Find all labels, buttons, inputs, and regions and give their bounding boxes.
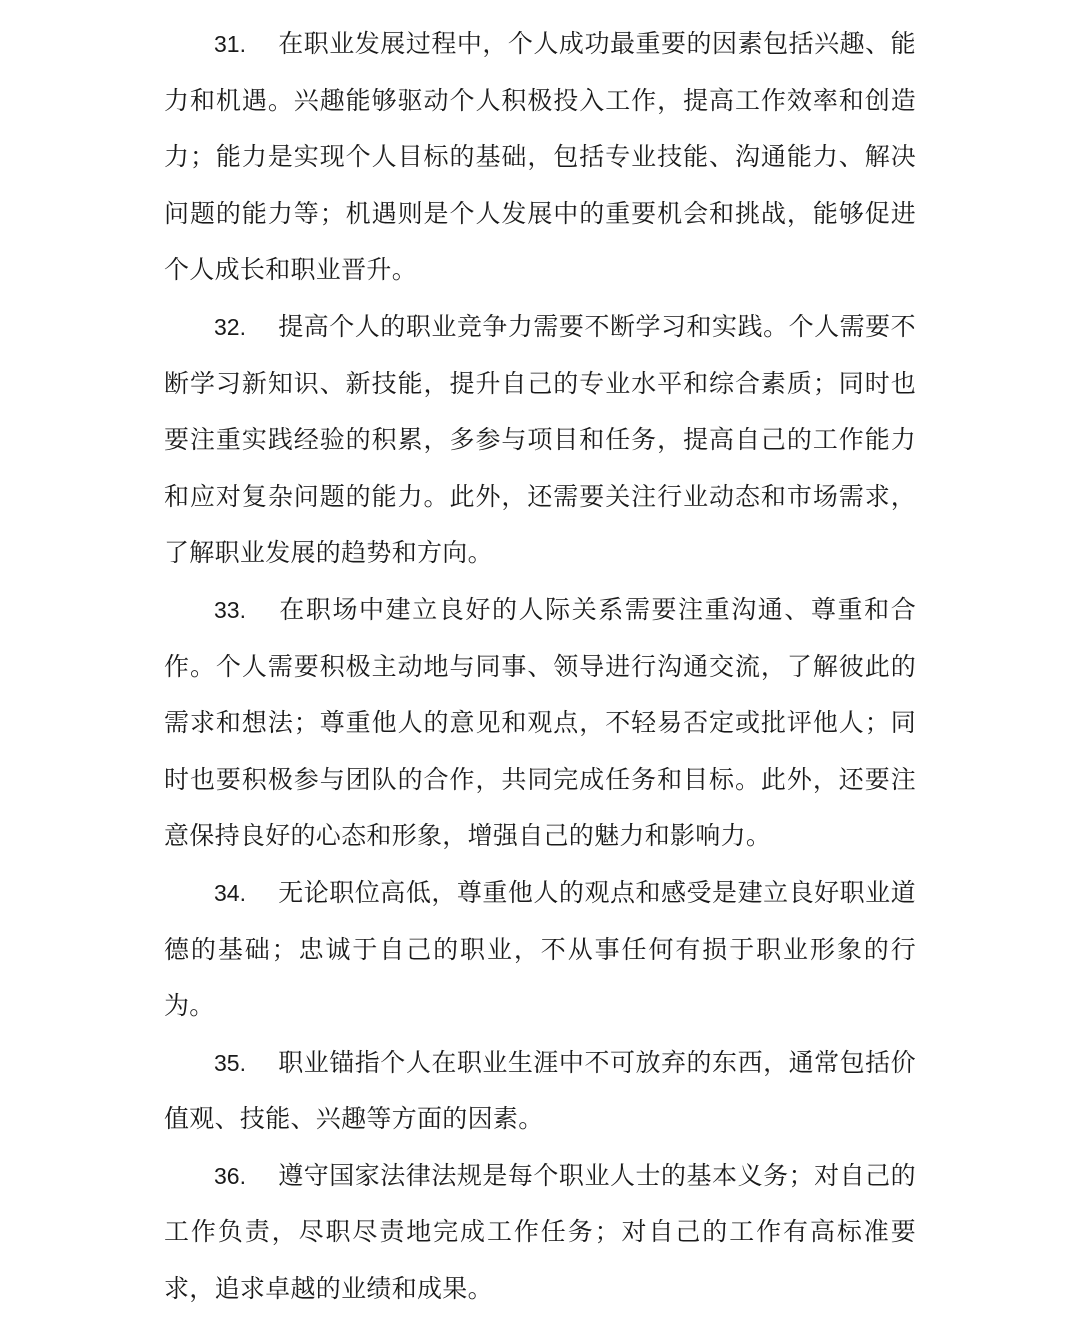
- item-text: 职业锚指个人在职业生涯中不可放弃的东西，通常包括价值观、技能、兴趣等方面的因素。: [164, 1047, 916, 1134]
- paragraph-33: [164, 582, 916, 865]
- item-text: 无论职位高低，尊重他人的观点和感受是建立良好职业道德的基础；忠诚于自己的职业，不从事任何有损于职业形象的行为。: [164, 877, 916, 1021]
- document-body: [164, 16, 916, 1318]
- paragraph-35: [164, 1035, 916, 1148]
- paragraph-32: [164, 299, 916, 582]
- item-text: 遵守国家法律法规是每个职业人士的基本义务；对自己的工作负责，尽职尽责地完成工作任务；对自己的工作有高标准要求，追求卓越的业绩和成果。: [164, 1160, 916, 1304]
- item-number: 33.: [214, 596, 246, 623]
- item-text: 在职场中建立良好的人际关系需要注重沟通、尊重和合作。个人需要积极主动地与同事、领导进行沟通交流，了解彼此的需求和想法；尊重他人的意见和观点，不轻易否定或批评他人；同时也要积极参与团队的合作，共同完成任务和目标。此外，还要注意保持良好的心态和形象，增强自己的魅力和影响力。: [164, 594, 916, 851]
- paragraph-34: [164, 865, 916, 1035]
- item-text: 在职业发展过程中，个人成功最重要的因素包括兴趣、能力和机遇。兴趣能够驱动个人积极投入工作，提高工作效率和创造力；能力是实现个人目标的基础，包括专业技能、沟通能力、解决问题的能力等；机遇则是个人发展中的重要机会和挑战，能够促进个人成长和职业晋升。: [164, 29, 916, 285]
- paragraph-31: [164, 16, 916, 299]
- item-number: 32.: [214, 313, 246, 340]
- item-number: 31.: [214, 31, 246, 57]
- item-number: 36.: [214, 1162, 246, 1189]
- item-number: 35.: [214, 1049, 246, 1076]
- paragraph-36: [164, 1148, 916, 1318]
- item-text: 提高个人的职业竞争力需要不断学习和实践。个人需要不断学习新知识、新技能，提升自己的专业水平和综合素质；同时也要注重实践经验的积累，多参与项目和任务，提高自己的工作能力和应对复杂问题的能力。此外，还需要关注行业动态和市场需求，了解职业发展的趋势和方向。: [164, 311, 916, 568]
- item-number: 34.: [214, 879, 246, 906]
